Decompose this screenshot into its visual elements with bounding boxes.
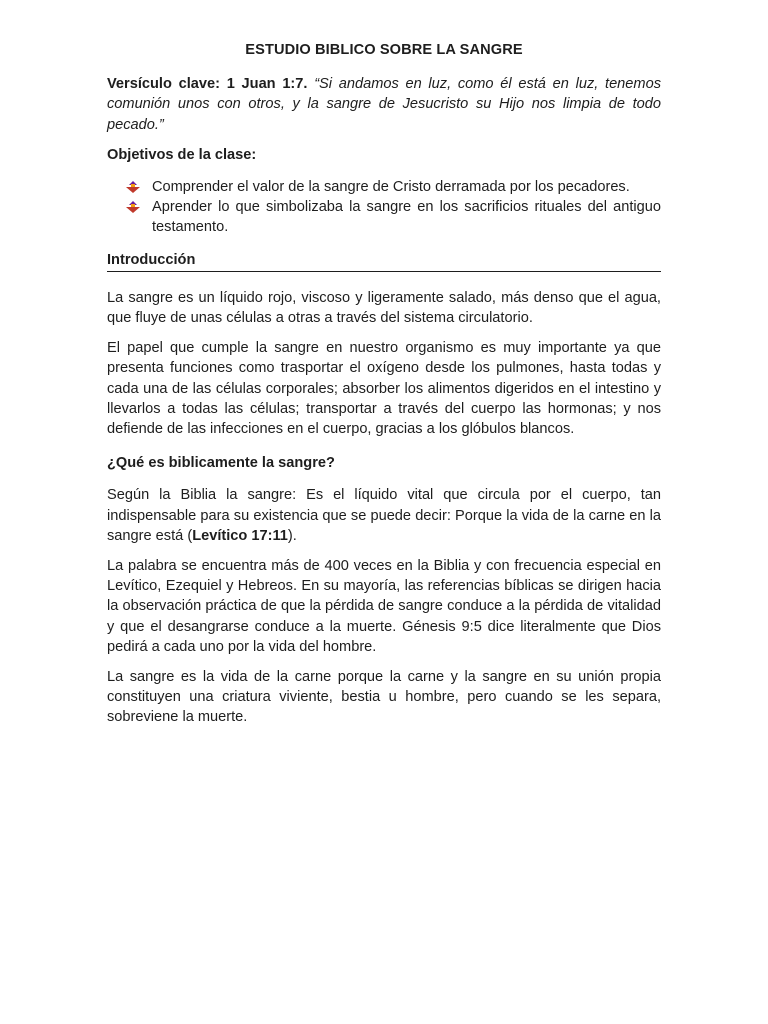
objective-text: Aprender lo que simbolizaba la sangre en los sacrificios rituales del antiguo testamento. [152, 199, 661, 236]
document-title: ESTUDIO BIBLICO SOBRE LA SANGRE [245, 42, 523, 58]
intro-paragraph: La sangre es un líquido rojo, viscoso y ligeramente salado, más denso que el agua, que fluye de unas células a otras a través del sistema circulatorio. [107, 289, 661, 327]
biblical-paragraph: La palabra se encuentra más de 400 veces en la Biblia y con frecuencia especial en Levítico, Ezequiel y Hebreos. En su mayoría, las referencias bíblicas se dirigen hacia la observación práctica de que la pérdida de sangre conduce a la pérdida de vitalidad y que el desangrarse conduce a la muerte. Génesis 9:5 dice literalmente que Dios pedirá a cada uno por la vida del hombre. [107, 558, 661, 655]
biblical-paragraph [107, 485, 661, 546]
biblical-p1-start: Según la Biblia la sangre: Es el líquido vital que circula por el cuerpo, tan indispensable para su existencia que se puede decir: Porque la vida de la carne en la sangre está ( [107, 487, 661, 544]
key-verse-label: Versículo clave: 1 Juan 1:7. [107, 76, 308, 93]
document-body [107, 40, 661, 738]
list-item [107, 177, 661, 197]
objective-text: Comprender el valor de la sangre de Cristo derramada por los pecadores. [152, 179, 630, 196]
biblical-heading: ¿Qué es biblicamente la sangre? [107, 455, 335, 472]
key-verse-text: “Si andamos en luz, como él está en luz, tenemos comunión unos con otros, y la sangre de Jesucristo su Hijo nos limpia de todo pecado.” [107, 76, 661, 133]
key-verse [107, 74, 661, 135]
biblical-p1-end: ). [287, 527, 297, 544]
scripture-reference: Levítico 17:11 [192, 527, 288, 544]
objectives-heading: Objetivos de la clase: [107, 146, 257, 163]
arrow-bullet-icon [126, 201, 140, 213]
objectives-list [107, 177, 661, 238]
arrow-bullet-icon [126, 181, 140, 193]
biblical-paragraph: La sangre es la vida de la carne porque la carne y la sangre en su unión propia constituyen una criatura viviente, bestia u hombre, pero cuando se les separa, sobreviene la muerte. [107, 669, 661, 726]
list-item [107, 197, 661, 237]
introduction-heading: Introducción [107, 250, 661, 272]
intro-paragraph: El papel que cumple la sangre en nuestro organismo es muy importante ya que presenta funciones como trasportar el oxígeno desde los pulmones, hasta todas y cada una de las células corporales; absorber los alimentos digeridos en el intestino y llevarlos a todas las células; transportar a través del cuerpo las hormonas; y nos defiende de las infecciones en el cuerpo, gracias a los glóbulos blancos. [107, 340, 661, 438]
